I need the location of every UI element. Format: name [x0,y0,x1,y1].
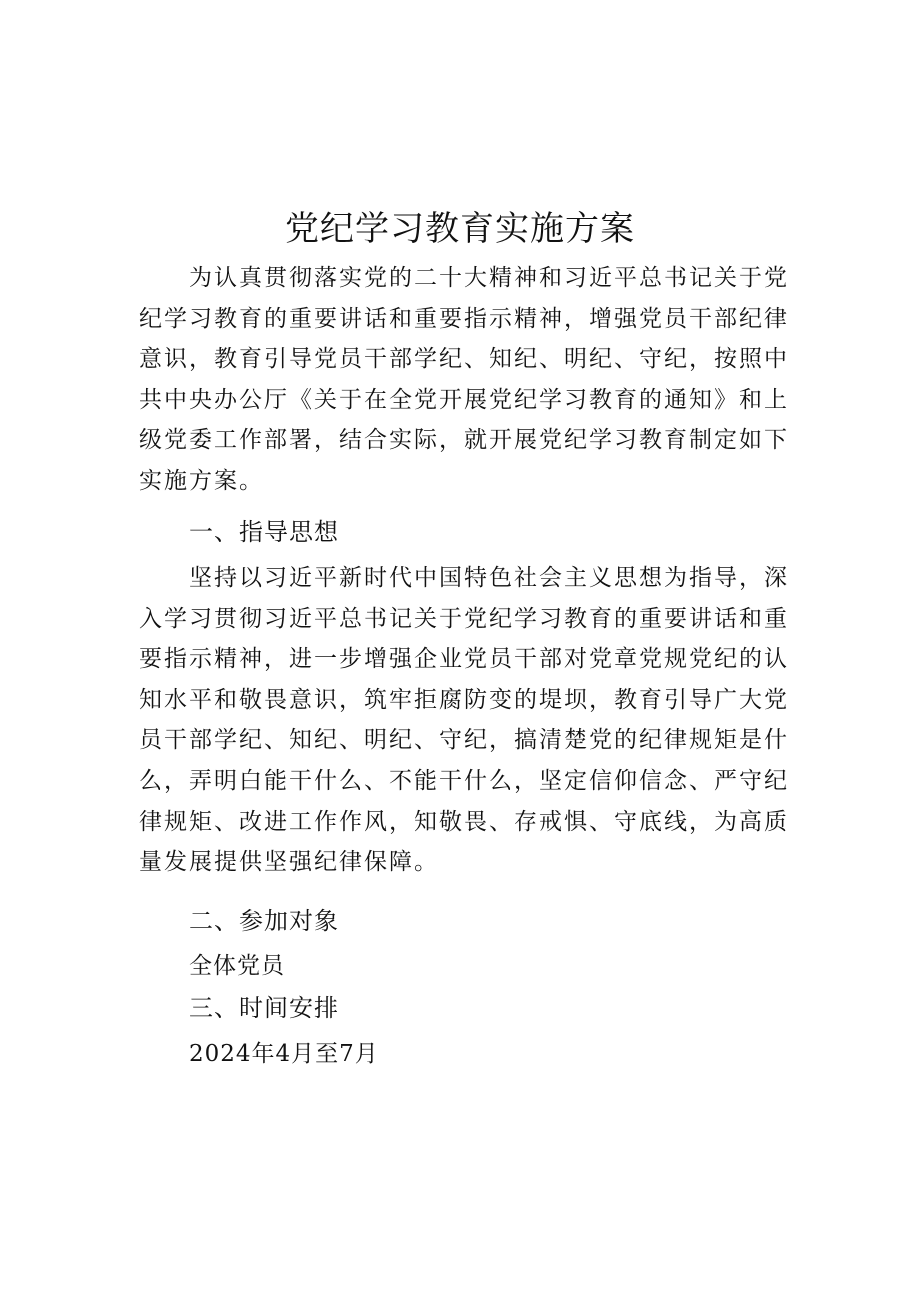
guiding-thought-paragraph: 坚持以习近平新时代中国特色社会主义思想为指导，深入学习贯彻习近平总书记关于党纪学习教育的重要讲话和重要指示精神，进一步增强企业党员干部对党章党规党纪的认知水平和敬畏意识，筑牢拒腐防变的堤坝，教育引导广大党员干部学纪、知纪、明纪、守纪，搞清楚党的纪律规矩是什么，弄明白能干什么、不能干什么，坚定信仰信念、严守纪律规矩、改进工作作风，知敬畏、存戒惧、守底线，为高质量发展提供坚强纪律保障。 [139,565,789,876]
section-heading-guiding-thought: 一、指导思想 [189,518,339,546]
schedule-text: 2024年4月至7月 [189,1041,379,1067]
participants-text: 全体党员 [189,953,285,979]
section-heading-participants: 二、参加对象 [189,907,339,935]
intro-paragraph: 为认真贯彻落实党的二十大精神和习近平总书记关于党纪学习教育的重要讲话和重要指示精神，增强党员干部纪律意识，教育引导党员干部学纪、知纪、明纪、守纪，按照中共中央办公厅《关于在全党开展党纪学习教育的通知》和上级党委工作部署，结合实际，就开展党纪学习教育制定如下实施方案。 [139,265,789,494]
section-heading-schedule: 三、时间安排 [189,994,339,1022]
document-title: 党纪学习教育实施方案 [285,209,635,249]
